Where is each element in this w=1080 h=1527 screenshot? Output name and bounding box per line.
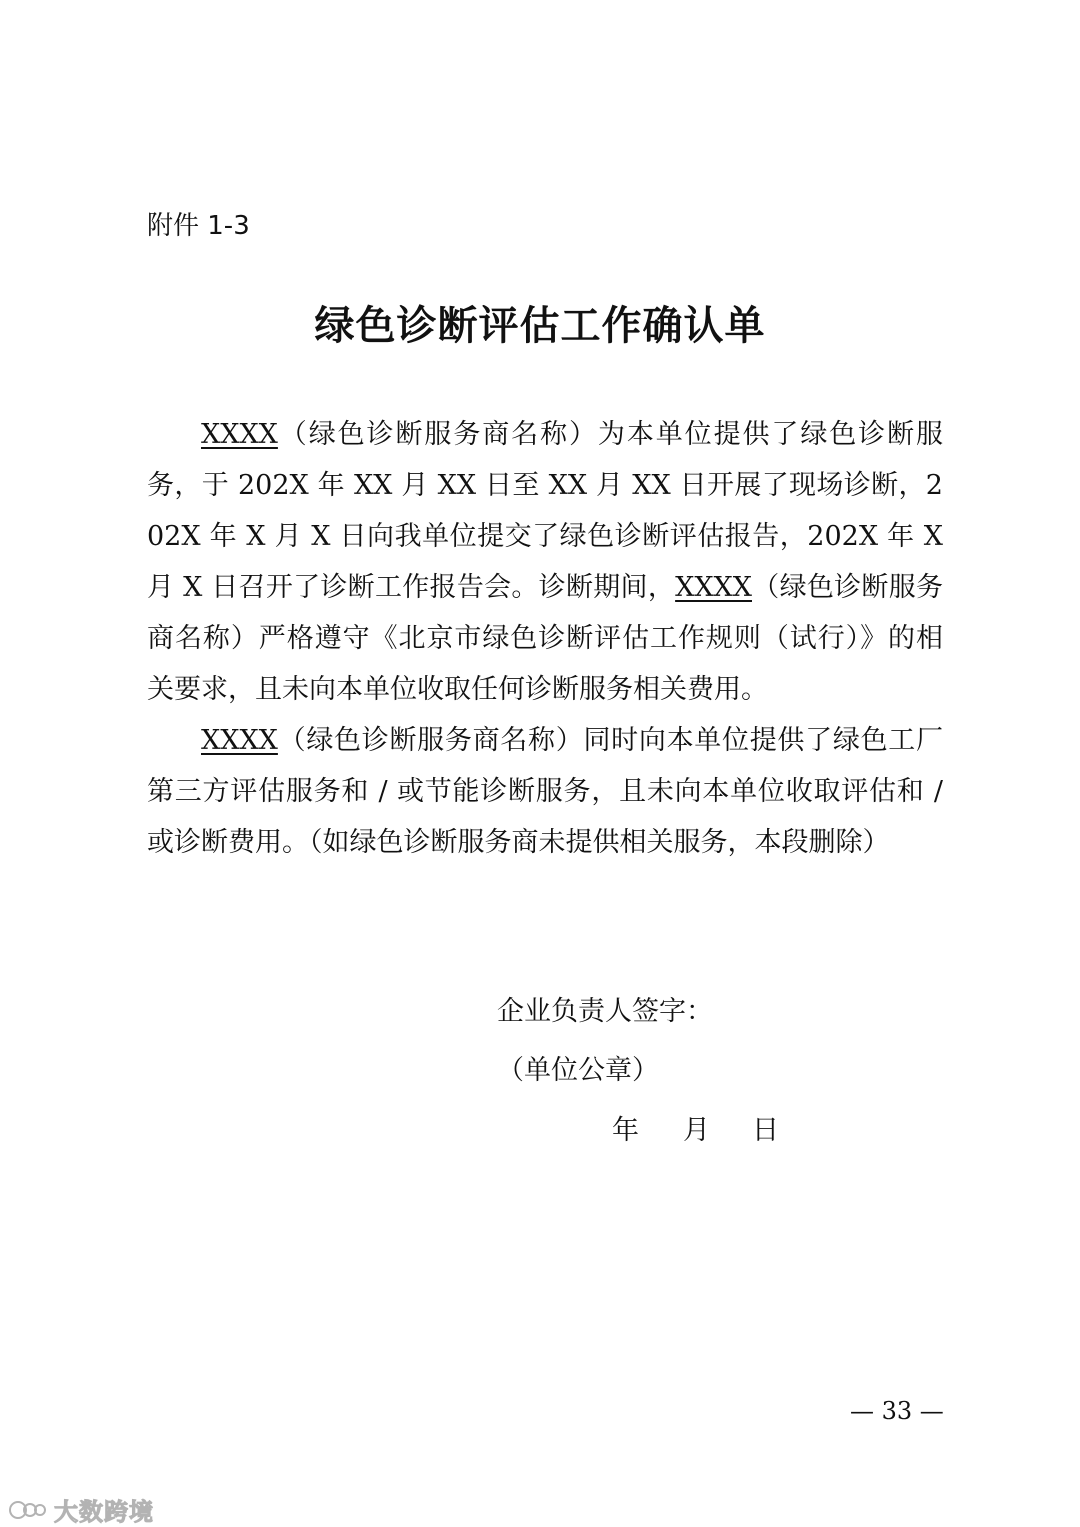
paragraph-2-text: （绿色诊断服务商名称）同时向本单位提供了绿色工厂第三方评估服务和 / 或节能诊断服务，且未向本单位收取评估和 / 或诊断费用。（如绿色诊断服务商未提供相关服务，本段删除） — [147, 725, 943, 858]
watermark-logo-icon — [8, 1496, 48, 1524]
provider-name-placeholder-2: XXXX — [675, 572, 752, 603]
signer-label: 企业负责人签字： — [497, 996, 713, 1027]
watermark-text: 大数跨境 — [54, 1498, 154, 1526]
paragraph-1-text-2: （绿色诊断服务商名称）严格遵守《北京市绿色诊断评估工作规则（试行）》的相关要求，且未向本单位收取任何诊断服务相关费用。 — [147, 572, 944, 705]
watermark — [8, 1492, 154, 1527]
date-year-label: 年 — [612, 1115, 639, 1146]
seal-label: （单位公章） — [497, 1055, 659, 1086]
paragraph-1 — [147, 409, 943, 715]
paragraph-2 — [147, 715, 943, 868]
paragraph-1-text: （绿色诊断服务商名称）为本单位提供了绿色诊断服务，于 202X 年 XX 月 XX 日至 XX 月 XX 日开展了现场诊断，202X 年 X 月 X 日向我单位提交了绿色诊断评估报告，202X 年 X 月 X 日召开了诊断工作报告会。诊断期间， — [147, 419, 943, 603]
document-body — [147, 409, 943, 868]
date-day-label: 日 — [752, 1115, 779, 1146]
page-number: — 33 — — [850, 1397, 944, 1425]
provider-name-placeholder-3: XXXX — [201, 725, 278, 756]
attachment-label: 附件 1-3 — [147, 211, 250, 241]
date-month-label: 月 — [683, 1115, 710, 1146]
provider-name-placeholder: XXXX — [201, 419, 278, 450]
document-title: 绿色诊断评估工作确认单 — [314, 303, 766, 349]
